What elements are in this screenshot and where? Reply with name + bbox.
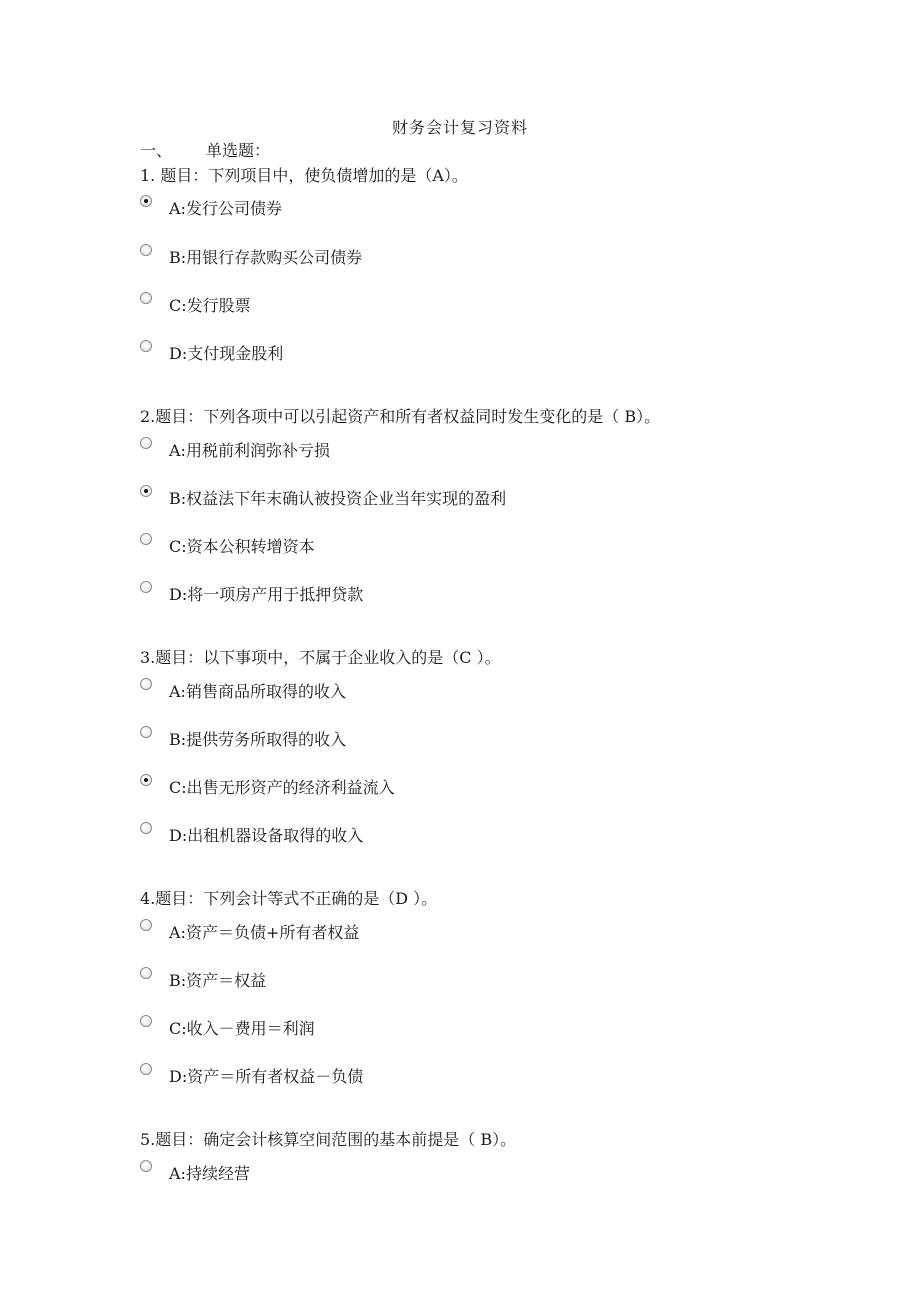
- question-2-option-d[interactable]: [140, 585, 363, 611]
- question-4-option-c[interactable]: [140, 1019, 315, 1045]
- question-4-option-b[interactable]: [140, 971, 266, 997]
- question-1-option-c[interactable]: [140, 296, 251, 322]
- option-label: C:收入－费用＝利润: [169, 1019, 315, 1038]
- option-label: D:将一项房产用于抵押贷款: [169, 585, 364, 604]
- question-4-option-d[interactable]: [140, 1067, 363, 1093]
- question-1-option-b[interactable]: [140, 248, 362, 274]
- radio-button-icon[interactable]: [140, 774, 152, 786]
- radio-button-icon[interactable]: [140, 1160, 152, 1172]
- question-1-option-d[interactable]: [140, 344, 283, 370]
- radio-button-icon[interactable]: [140, 726, 152, 738]
- option-label: B:资产＝权益: [169, 971, 267, 990]
- radio-button-icon[interactable]: [140, 822, 152, 834]
- question-2-option-a[interactable]: [140, 441, 330, 467]
- question-2-option-b[interactable]: [140, 489, 506, 515]
- radio-button-icon[interactable]: [140, 1063, 152, 1075]
- radio-button-icon[interactable]: [140, 485, 152, 497]
- radio-button-icon[interactable]: [140, 1015, 152, 1027]
- radio-button-icon[interactable]: [140, 292, 152, 304]
- radio-button-icon[interactable]: [140, 919, 152, 931]
- radio-button-icon[interactable]: [140, 533, 152, 545]
- radio-button-icon[interactable]: [140, 581, 152, 593]
- section-number: 一、: [140, 141, 173, 160]
- option-label: A:发行公司债券: [169, 199, 282, 218]
- question-4-text: 4.题目：下列会计等式不正确的是（D ）。: [140, 889, 438, 908]
- question-3-option-b[interactable]: [140, 730, 346, 756]
- question-2-text: 2.题目：下列各项中可以引起资产和所有者权益同时发生变化的是（ B）。: [140, 407, 661, 426]
- option-label: C:发行股票: [169, 296, 251, 315]
- question-3-option-a[interactable]: [140, 682, 346, 708]
- section-header: [140, 138, 270, 161]
- question-3-option-c[interactable]: [140, 778, 395, 804]
- radio-button-icon[interactable]: [140, 340, 152, 352]
- document-title: 财务会计复习资料: [391, 118, 528, 137]
- option-label: B:用银行存款购买公司债券: [169, 248, 363, 267]
- option-label: C:出售无形资产的经济利益流入: [169, 778, 395, 797]
- option-label: D:出租机器设备取得的收入: [169, 826, 364, 845]
- option-label: C:资本公积转增资本: [169, 537, 315, 556]
- radio-button-icon[interactable]: [140, 195, 152, 207]
- question-5-text: 5.题目：确定会计核算空间范围的基本前提是（ B）。: [140, 1130, 517, 1149]
- question-1-option-a[interactable]: [140, 199, 282, 225]
- section-label: 单选题：: [206, 141, 271, 160]
- question-4-option-a[interactable]: [140, 923, 359, 949]
- option-label: D:支付现金股利: [169, 344, 284, 363]
- option-label: D:资产＝所有者权益－负债: [169, 1067, 364, 1086]
- option-label: A:用税前利润弥补亏损: [169, 441, 330, 460]
- radio-button-icon[interactable]: [140, 437, 152, 449]
- radio-button-icon[interactable]: [140, 678, 152, 690]
- option-label: B:权益法下年末确认被投资企业当年实现的盈利: [169, 489, 507, 508]
- question-3-text: 3.题目：以下事项中，不属于企业收入的是（C ）。: [140, 648, 501, 667]
- option-label: A:持续经营: [169, 1164, 250, 1183]
- radio-button-icon[interactable]: [140, 967, 152, 979]
- question-3-option-d[interactable]: [140, 826, 363, 852]
- question-2-option-c[interactable]: [140, 537, 315, 563]
- radio-button-icon[interactable]: [140, 244, 152, 256]
- option-label: B:提供劳务所取得的收入: [169, 730, 347, 749]
- question-5-option-a[interactable]: [140, 1164, 250, 1190]
- option-label: A:销售商品所取得的收入: [169, 682, 346, 701]
- question-1-text: 1. 题目：下列项目中，使负债增加的是（A）。: [140, 166, 468, 185]
- option-label: A:资产＝负债+所有者权益: [169, 923, 360, 942]
